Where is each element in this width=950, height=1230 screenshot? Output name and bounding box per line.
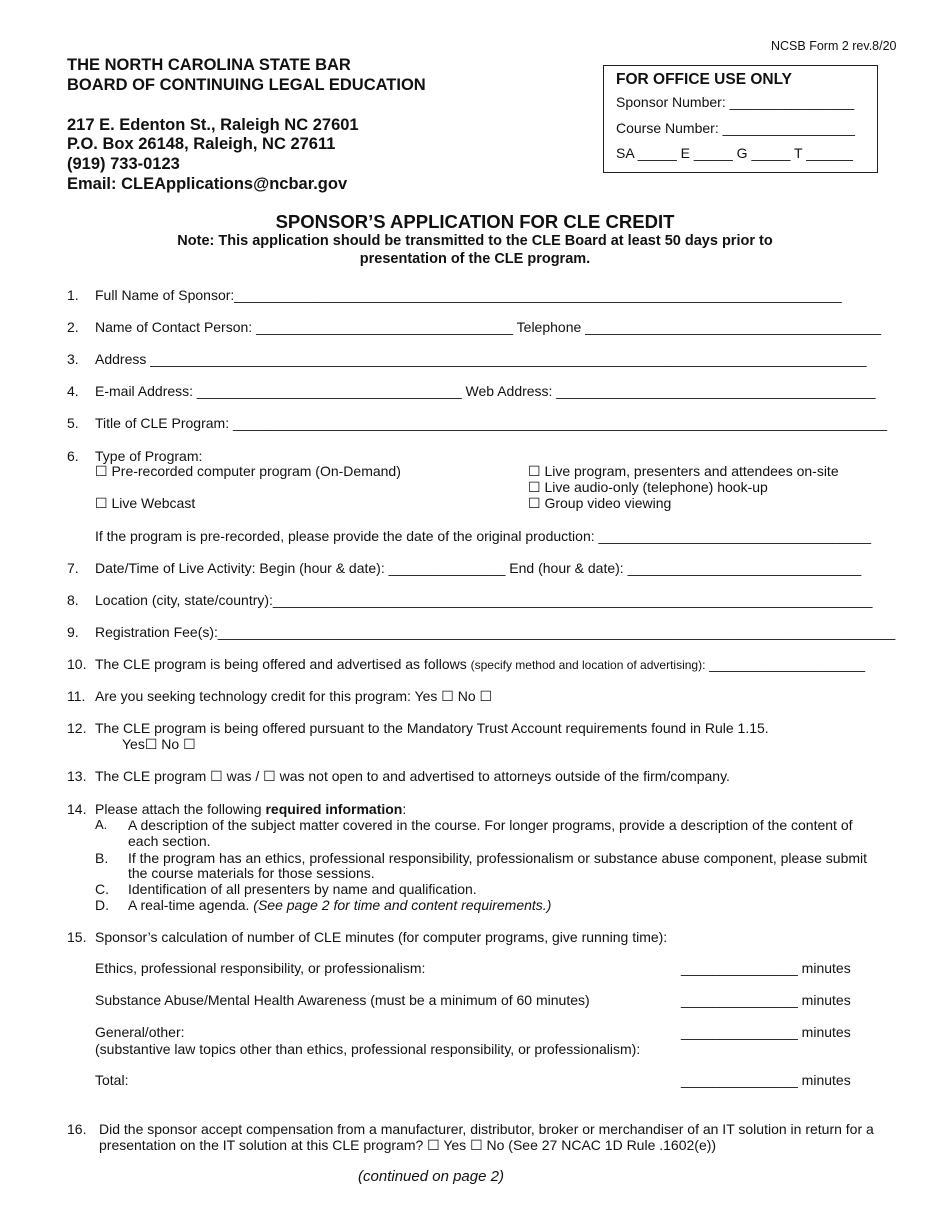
program-title-field[interactable]: Title of CLE Program: ____________________________________________________________________________________ (95, 415, 888, 431)
item-number: 11. (67, 688, 86, 704)
required-info-colon: : (402, 801, 407, 817)
live-onsite-checkbox[interactable]: ☐ Live program, presenters and attendees on-site (528, 463, 839, 479)
required-info-heading (95, 801, 406, 817)
original-production-date-field[interactable]: If the program is pre-recorded, please provide the date of the original production: ___________________________________ (95, 528, 872, 544)
required-info-text: Please attach the following (95, 801, 266, 817)
list-item-d-text: A real-time agenda. (128, 897, 254, 913)
contact-telephone-field[interactable]: Name of Contact Person: _________________________________ Telephone ______________________________________ (95, 319, 882, 335)
form-id: NCSB Form 2 rev.8/20 (771, 39, 897, 53)
cle-minutes-heading: Sponsor’s calculation of number of CLE minutes (for computer programs, give running time): (95, 929, 668, 945)
po-box: P.O. Box 26148, Raleigh, NC 27611 (67, 135, 336, 153)
compensation-question-line1: Did the sponsor accept compensation from a manufacturer, distributor, broker or merchandiser of an IT solution in return for a (99, 1121, 874, 1137)
list-item-a-line1: A description of the subject matter covered in the course. For longer programs, provide a description of the content of (128, 817, 853, 833)
email: Email: CLEApplications@ncbar.gov (67, 175, 348, 193)
required-info-bold: required information (265, 801, 403, 817)
ethics-minutes-field[interactable]: _______________ minutes (681, 960, 851, 976)
form-note-line1: Note: This application should be transmitted to the CLE Board at least 50 days prior to (177, 233, 773, 249)
advertising-field[interactable] (95, 656, 865, 672)
address-field[interactable]: Address ____________________________________________________________________________________________ (95, 351, 867, 367)
advertising-blank[interactable]: ____________________ (705, 656, 866, 672)
item-number: 4. (67, 383, 79, 399)
compensation-question-line2[interactable]: presentation on the IT solution at this CLE program? ☐ Yes ☐ No (See 27 NCAC 1D Rule .1602(e)) (99, 1137, 717, 1153)
live-activity-datetime-field[interactable]: Date/Time of Live Activity: Begin (hour & date): _______________ End (hour & date): ______________________________ (95, 560, 862, 576)
total-minutes-label: Total: (95, 1072, 129, 1088)
item-number: 8. (67, 592, 79, 608)
item-number: 6. (67, 448, 79, 464)
general-minutes-label: General/other: (95, 1024, 185, 1040)
live-webcast-checkbox[interactable]: ☐ Live Webcast (95, 495, 196, 511)
prerecorded-checkbox[interactable]: ☐ Pre-recorded computer program (On-Demand) (95, 463, 401, 479)
phone: (919) 733-0123 (67, 155, 180, 173)
email-web-field[interactable]: E-mail Address: __________________________________ Web Address: _________________________________________ (95, 383, 876, 399)
item-number: 9. (67, 624, 79, 640)
open-to-outside-question[interactable]: The CLE program ☐ was / ☐ was not open to and advertised to attorneys outside of the firm/company. (95, 768, 730, 784)
substance-abuse-minutes-field[interactable]: _______________ minutes (681, 992, 851, 1008)
course-number-field[interactable]: Course Number: _________________ (616, 120, 855, 136)
list-label: C. (95, 881, 109, 897)
street-address: 217 E. Edenton St., Raleigh NC 27601 (67, 116, 359, 134)
list-item-b-line1: If the program has an ethics, professional responsibility, professionalism or substance abuse component, please submit (128, 850, 868, 866)
org-name: THE NORTH CAROLINA STATE BAR (67, 56, 351, 74)
item-number: 3. (67, 351, 79, 367)
item-number: 14. (67, 801, 87, 817)
item-number: 15. (67, 929, 87, 945)
list-label: D. (95, 897, 109, 913)
item-number: 16. (67, 1121, 87, 1137)
credit-codes-field[interactable]: SA _____ E _____ G _____ T ______ (616, 145, 853, 161)
item-number: 10. (67, 656, 87, 672)
location-field[interactable]: Location (city, state/country):_____________________________________________________________________________ (95, 592, 873, 608)
list-label: B. (95, 850, 109, 866)
office-title: FOR OFFICE USE ONLY (616, 71, 792, 88)
list-label: A. (95, 817, 108, 832)
form-note-line2: presentation of the CLE program. (359, 251, 591, 267)
program-type-label: Type of Program: (95, 448, 203, 464)
item-number: 13. (67, 768, 87, 784)
list-item-c: Identification of all presenters by name and qualification. (128, 881, 477, 897)
ethics-minutes-label: Ethics, professional responsibility, or professionalism: (95, 960, 426, 976)
group-video-checkbox[interactable]: ☐ Group video viewing (528, 495, 672, 511)
substance-abuse-minutes-label: Substance Abuse/Mental Health Awareness (must be a minimum of 60 minutes) (95, 992, 590, 1008)
item-number: 2. (67, 319, 79, 335)
form-title: SPONSOR’S APPLICATION FOR CLE CREDIT (275, 211, 675, 232)
live-audio-checkbox[interactable]: ☐ Live audio-only (telephone) hook-up (528, 479, 768, 495)
continued-note: (continued on page 2) (358, 1168, 504, 1185)
office-use-box (603, 65, 878, 173)
sponsor-number-field[interactable]: Sponsor Number: ________________ (616, 94, 855, 110)
general-minutes-field[interactable]: _______________ minutes (681, 1024, 851, 1040)
total-minutes-field[interactable]: _______________ minutes (681, 1072, 851, 1088)
list-item-a-line2: each section. (128, 833, 211, 849)
item-number: 7. (67, 560, 79, 576)
advertising-hint: (specify method and location of advertising): (470, 658, 706, 672)
list-item-d (128, 897, 551, 913)
technology-credit-question[interactable]: Are you seeking technology credit for this program: Yes ☐ No ☐ (95, 688, 493, 704)
list-item-d-note: (See page 2 for time and content requirements.) (253, 897, 552, 913)
advertising-text: The CLE program is being offered and advertised as follows (95, 656, 471, 672)
general-minutes-description: (substantive law topics other than ethics, professional responsibility, or professionalism): (95, 1041, 641, 1057)
registration-fee-field[interactable]: Registration Fee(s):_______________________________________________________________________________________ (95, 624, 896, 640)
item-number: 12. (67, 720, 87, 736)
list-item-b-line2: the course materials for those sessions. (128, 865, 375, 881)
org-board: BOARD OF CONTINUING LEGAL EDUCATION (67, 76, 426, 94)
item-number: 1. (67, 287, 79, 303)
trust-account-question: The CLE program is being offered pursuant to the Mandatory Trust Account requirements found in Rule 1.15. (95, 720, 769, 736)
item-number: 5. (67, 415, 79, 431)
trust-account-checkboxes[interactable]: Yes☐ No ☐ (122, 736, 196, 752)
sponsor-name-field[interactable]: Full Name of Sponsor:______________________________________________________________________________ (95, 287, 842, 303)
